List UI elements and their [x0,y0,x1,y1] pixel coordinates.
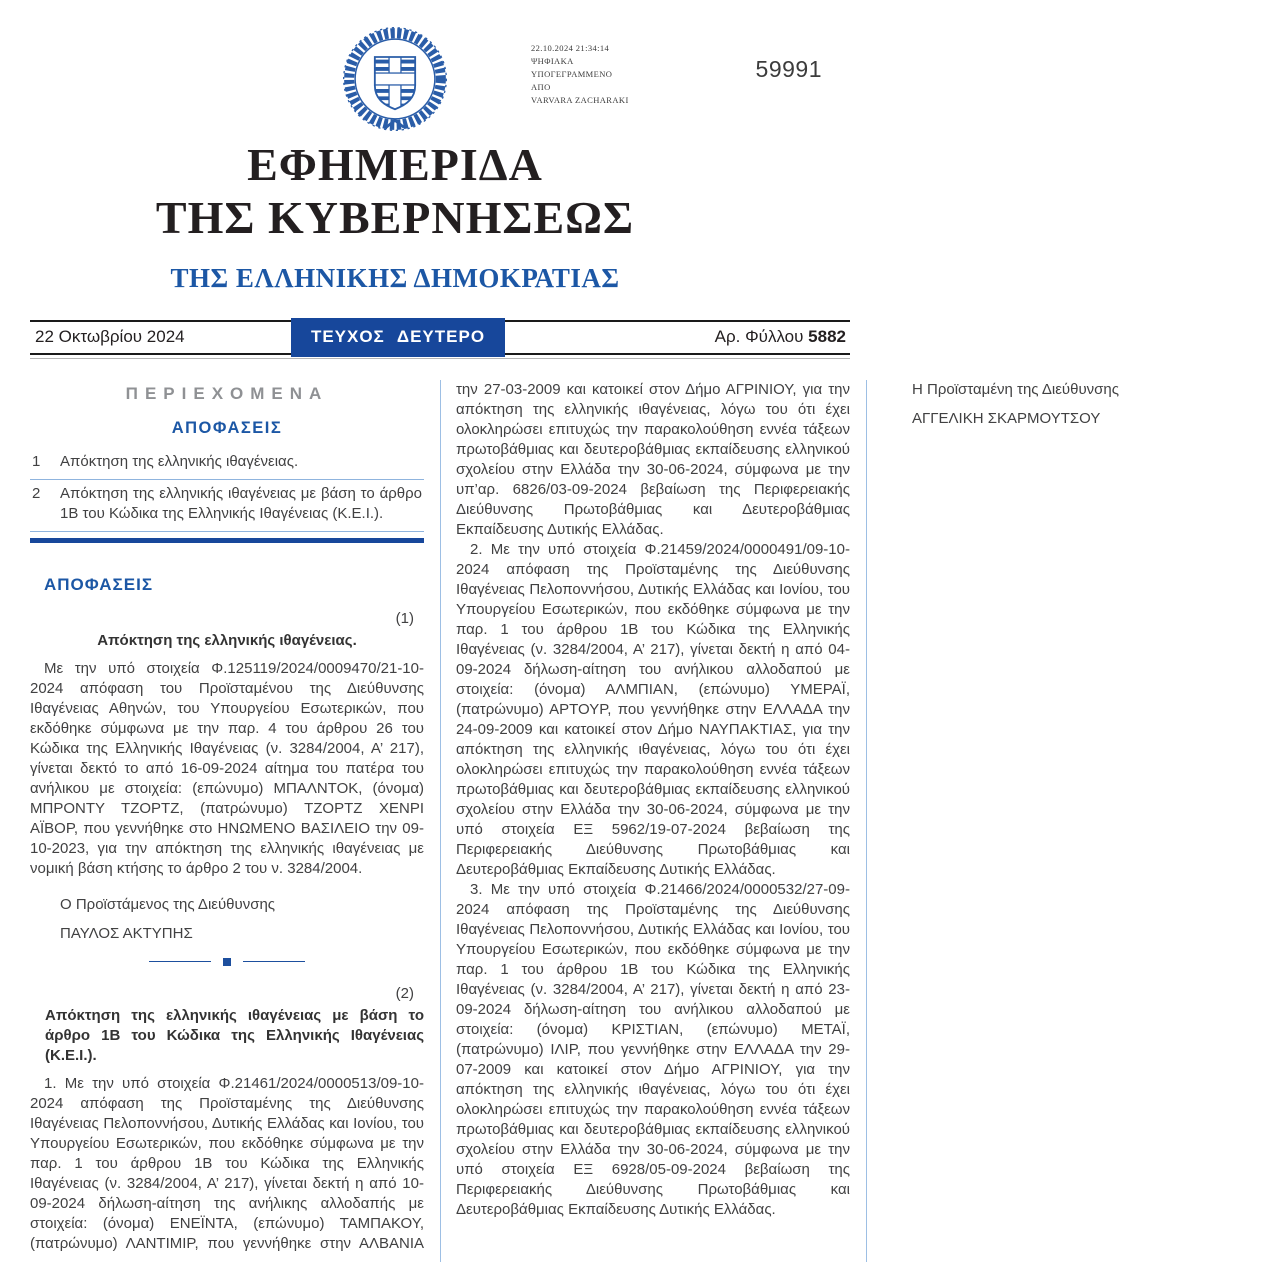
section-divider [30,958,424,966]
masthead-title-line1: ΕΦΗΜΕΡΙΔΑ [247,139,543,190]
signature-block [60,895,424,944]
toc-item-text: Απόκτηση της ελληνικής ιθαγένειας με βάση το άρθρο 1Β του Κώδικα της Ελληνικής Ιθαγένειας (Κ.Ε.Ι.). [60,484,422,522]
page-number: 59991 [755,56,822,82]
divider-square-icon [223,958,231,966]
signature-role: Η Προϊσταμένη της Διεύθυνσης [912,380,1119,398]
stamp-line: ΑΠΟ [531,82,551,92]
masthead-title [0,138,835,245]
divider-line [149,961,211,962]
masthead-subtitle: ΤΗΣ ΕΛΛΗΝΙΚΗΣ ΔΗΜΟΚΡΑΤΙΑΣ [170,262,620,293]
signature-name: ΑΓΓΕΛΙΚΗ ΣΚΑΡΜΟΥΤΣΟΥ [912,409,1101,427]
sheet-number [715,327,850,347]
toc-item-number: 1 [32,452,41,470]
sheet-number-value: 5882 [808,327,846,347]
toc-item [30,480,424,532]
decision-paragraph: 2. Με την υπό στοιχεία Φ.21459/2024/0000491/09-10-2024 απόφαση της Προϊσταμένης της Διεύθυνσης Ιθαγένειας Πελοποννήσου, Δυτικής Ελλάδας και Ιονίου, του Υπουργείου Εσωτερικών, που εκδόθηκε σύμφωνα με την παρ. 1 του άρθρου 1Β του Κώδικα της Ελληνικής Ιθαγένειας (ν. 3284/2004, Α’ 217), γίνεται δεκτή η από 04-09-2024 δήλωση-αίτηση του ανήλικου αλλοδαπού με στοιχεία: (όνομα) ΑΛΜΠΙΑΝ, (επώνυμο) ΥΜΕΡΑΪ, (πατρώνυμο) ΑΡΤΟΥΡ, που γεννήθηκε στην ΕΛΛΑΔΑ την 24-09-2009 και κατοικεί στον Δήμο ΝΑΥΠΑΚΤΙΑΣ, για την απόκτηση της ελληνικής ιθαγένειας, λόγω του ότι έχει ολοκληρώσει επιτυχώς την παρακολούθηση εννέα τάξεων πρωτοβάθμιας και δευτεροβάθμιας εκπαίδευσης ελληνικού σχολείου στην Ελλάδα την 30-06-2024, σύμφωνα με την υπό στοιχεία ΕΞ 5962/19-07-2024 βεβαίωση της Περιφερειακής Διεύθυνσης Πρωτοβάθμιας και Δευτεροβάθμιας Εκπαίδευσης Δυτικής Ελλάδας. [456,540,850,878]
decision-paragraph: 1. Με την υπό στοιχεία Φ.21461/2024/0000513/09-10-2024 απόφαση της Προϊσταμένης της Διεύθυνσης Ιθαγένειας Πελοποννήσου, Δυτικής Ελλάδας και Ιονίου, του Υπουργείου Εσωτερικών, που εκδόθηκε σύμφωνα με την παρ. 1 του άρθρου 1Β του Κώδικα της Ελληνικής Ιθαγένειας (ν. 3284/2004, Α’ 217), γίνεται δεκτή η από 10-09-2024 δήλωση-αίτηση της ανήλικης αλλοδαπής με στοιχεία: (όνομα) ΕΝΕΪΝΤΑ, (επώνυμο) ΤΑΜΠΑΚΟΥ, (πατρώνυμο) ΛΑΝΤΙΜΙΡ, που γεννήθηκε στην ΑΛΒΑΝΙΑ την 27-03-2009 και κατοικεί στον Δήμο ΑΓΡΙΝΙΟΥ, για την απόκτηση της ελληνικής ιθαγένειας, λόγω του ότι έχει ολοκληρώσει επιτυχώς την παρακολούθηση εννέα τάξεων πρωτοβάθμιας και δευτεροβάθμιας εκπαίδευσης ελληνικού σχολείου στην Ελλάδα την 30-06-2024, σύμφωνα με την υπ’αρ. 6826/03-09-2024 βεβαίωση της Περιφερειακής Διεύθυνσης Πρωτοβάθμιας και Δευτεροβάθμιας Εκπαίδευσης Δυτικής Ελλάδας. [30,380,850,1252]
stamp-line: ΨΗΦΙΑΚΑ [531,56,574,66]
divider-line [243,961,305,962]
document-body [30,380,1119,1262]
issue-date: 22 Οκτωβρίου 2024 [35,327,185,347]
decision-number: (1) [395,609,414,627]
table-of-contents [30,384,424,543]
signature-block [912,380,1276,429]
decision-paragraph: 3. Με την υπό στοιχεία Φ.21466/2024/0000532/27-09-2024 απόφαση της Προϊσταμένης της Διεύθυνσης Ιθαγένειας Πελοποννήσου, Δυτικής Ελλάδας και Ιονίου, του Υπουργείου Εσωτερικών, που εκδόθηκε σύμφωνα με την παρ. 1 του άρθρου 1Β του Κώδικα της Ελληνικής Ιθαγένειας (ν. 3284/2004, Α’ 217), γίνεται δεκτή η από 23-09-2024 δήλωση-αίτηση του ανήλικου αλλοδαπού με στοιχεία: (όνομα) ΚΡΙΣΤΙΑΝ, (επώνυμο) ΜΕΤΑΪ, (πατρώνυμο) ΙΛΙΡ, που γεννήθηκε στην ΕΛΛΑΔΑ την 29-07-2009 και κατοικεί στον Δήμο ΑΓΡΙΝΙΟΥ, για την απόκτηση της ελληνικής ιθαγένειας, λόγω του ότι έχει ολοκληρώσει επιτυχώς την παρακολούθηση εννέα τάξεων πρωτοβάθμιας και δευτεροβάθμιας εκπαίδευσης ελληνικού σχολείου στην Ελλάδα την 30-06-2024, σύμφωνα με την υπό στοιχεία ΕΞ 6928/05-09-2024 βεβαίωση της Περιφερειακής Διεύθυνσης Πρωτοβάθμιας και Δευτεροβάθμιας Εκπαίδευσης Δυτικής Ελλάδας. [456,880,850,1218]
issue-bar [30,320,850,355]
toc-section-title: ΑΠΟΦΑΣΕΙΣ [171,418,283,437]
toc-title: ΠΕΡΙΕΧΟΜΕΝΑ [125,383,329,403]
toc-item [30,448,424,480]
decision-number: (2) [395,984,414,1002]
toc-item-number: 2 [32,484,41,502]
decision-title: Απόκτηση της ελληνικής ιθαγένειας. [97,631,357,649]
sheet-number-label: Αρ. Φύλλου [714,327,804,347]
toc-item-text: Απόκτηση της ελληνικής ιθαγένειας. [60,452,299,470]
hellenic-coat-of-arms-icon [340,24,450,134]
toc-bottom-rule [30,538,424,543]
stamp-line: ΥΠΟΓΕΓΡΑΜΜΕΝΟ [531,69,613,79]
stamp-datetime: 22.10.2024 21:34:14 [531,43,610,53]
stamp-signer: VARVARA ZACHARAKI [531,95,629,105]
decisions-section-title: ΑΠΟΦΑΣΕΙΣ [44,574,154,594]
masthead-title-line2: ΤΗΣ ΚΥΒΕΡΝΗΣΕΩΣ [155,192,635,244]
decision-title: Απόκτηση της ελληνικής ιθαγένειας με βάση το άρθρο 1Β του Κώδικα της Ελληνικής Ιθαγένειας (Κ.Ε.Ι.). [45,1006,424,1064]
masthead [0,0,835,294]
issue-type-badge: ΤΕΥΧΟΣ ΔΕΥΤΕΡΟ [291,318,505,357]
decision-body: Με την υπό στοιχεία Φ.125119/2024/0009470/21-10-2024 απόφαση του Προϊσταμένου της Διεύθυνσης Ιθαγένειας Αθηνών, του Υπουργείου Εσωτερικών, που εκδόθηκε σύμφωνα με την παρ. 4 του άρθρου 26 του Κώδικα της Ελληνικής Ιθαγένειας (ν. 3284/2004, Α’ 217), γίνεται δεκτό το από 16-09-2024 αίτημα του πατέρα του ανήλικου με στοιχεία: (επώνυμο) ΜΠΑΛΝΤΟΚ, (όνομα) ΜΠΡΟΝΤΥ ΤΖΟΡΤΖ, (πατρώνυμο) ΤΖΟΡΤΖ ΧΕΝΡΙ ΑΪΒΟΡ, που γεννήθηκε στο ΗΝΩΜΕΝΟ ΒΑΣΙΛΕΙΟ την 09-10-2023, για την απόκτηση της ελληνικής ιθαγένειας με νομική βάση κτήσης το άρθρο 2 του ν. 3284/2004. [30,659,424,877]
signature-role: Ο Προϊστάμενος της Διεύθυνσης [60,895,276,913]
signature-name: ΠΑΥΛΟΣ ΑΚΤΥΠΗΣ [60,924,193,942]
